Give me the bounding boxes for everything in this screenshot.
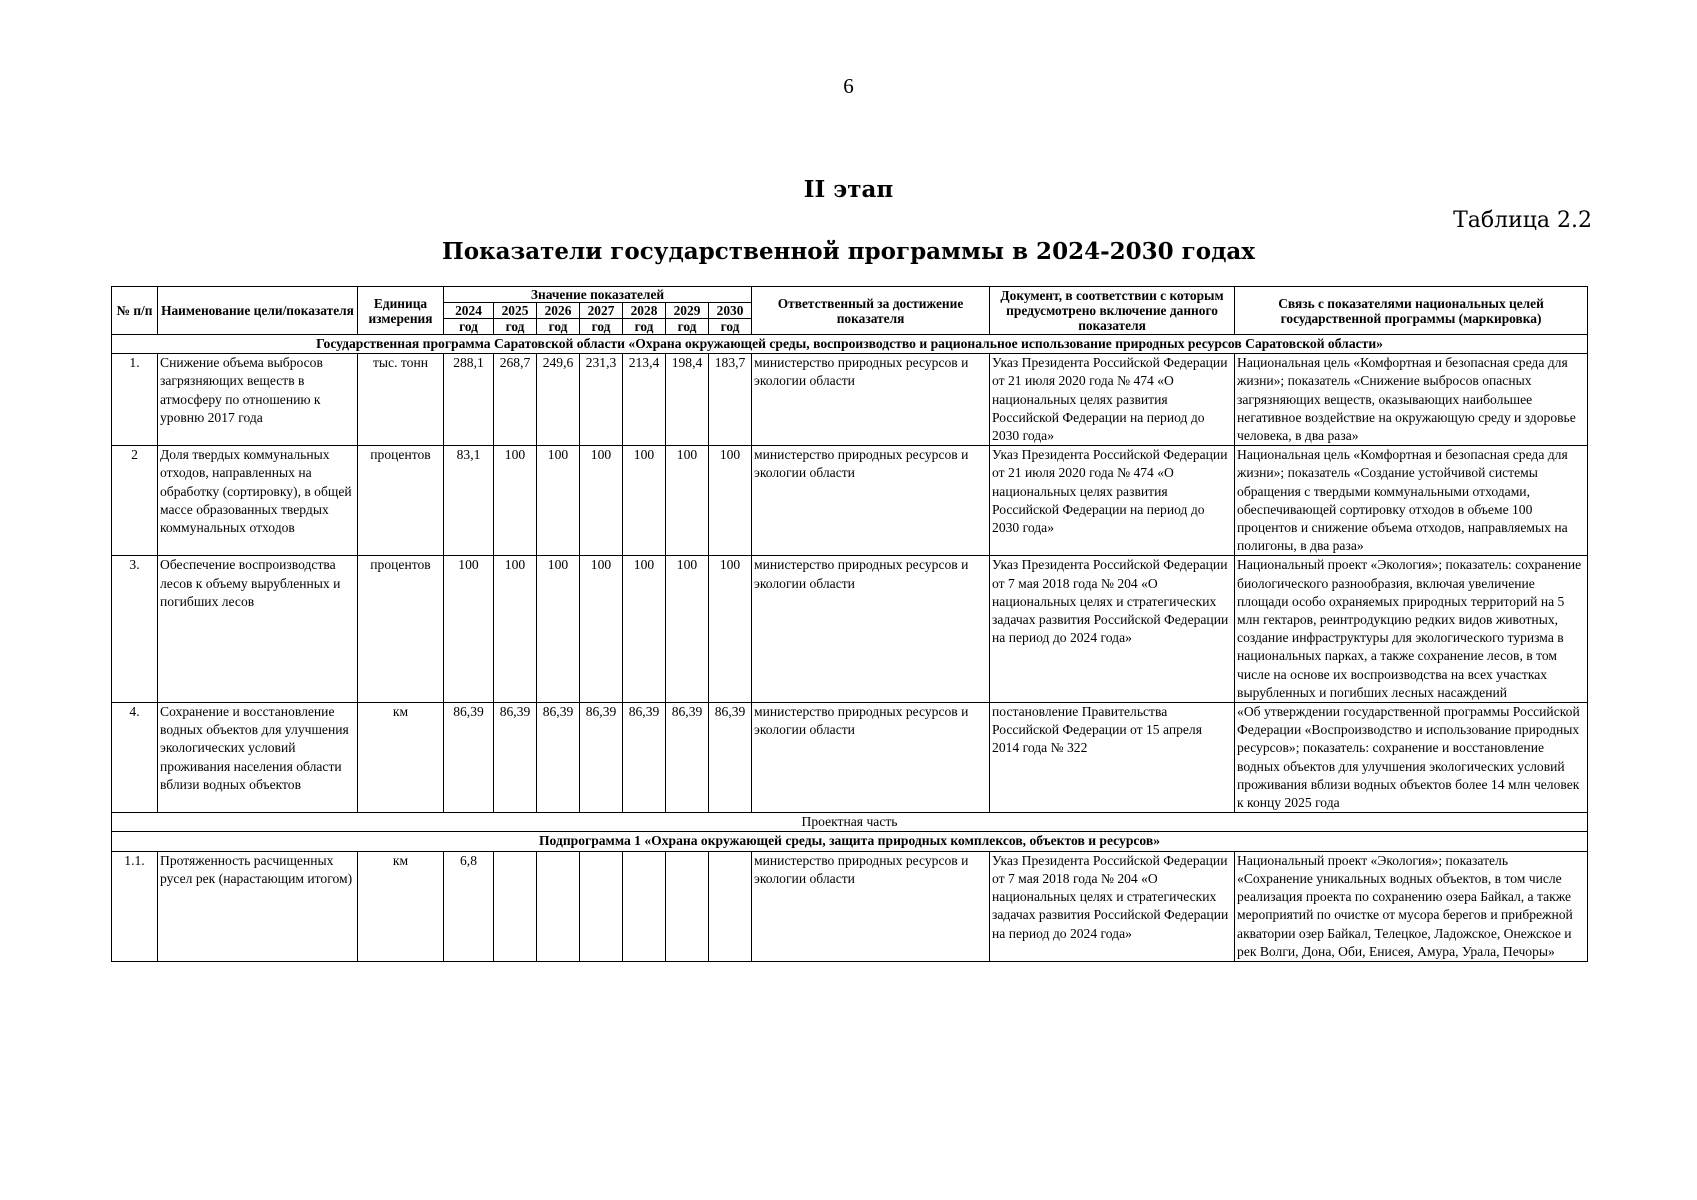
row-value: 249,6: [537, 354, 580, 446]
row-document: Указ Президента Российской Федерации от 7 мая 2018 года № 204 «О национальных целях и стратегических задачах развития Российской Федерации на период до 2024 года»: [990, 556, 1235, 703]
row-value: [709, 851, 752, 961]
project-part-title: Проектная часть: [112, 813, 1588, 832]
row-unit: процентов: [358, 446, 444, 556]
row-unit: км: [358, 703, 444, 813]
row-value: 231,3: [580, 354, 623, 446]
header-num: № п/п: [112, 287, 158, 335]
row-value: 198,4: [666, 354, 709, 446]
row-link: Национальный проект «Экология»; показатель «Сохранение уникальных водных объектов, в том числе реализация проекта по сохранению озера Байкал, а также мероприятий по очистке от мусора берегов и прибрежной акватории озер Байкал, Телецкое, Ладожское, Онежское и рек Волги, Дона, Оби, Енисея, Амура, Урала, Печоры»: [1235, 851, 1588, 961]
row-num: 3.: [112, 556, 158, 703]
row-name: Снижение объема выбросов загрязняющих веществ в атмосферу по отношению к уровню 2017 года: [158, 354, 358, 446]
header-year: 2026 год: [537, 303, 580, 335]
row-responsible: министерство природных ресурсов и экологии области: [752, 446, 990, 556]
row-link: Национальный проект «Экология»; показатель: сохранение биологического разнообразия, включая увеличение площади особо охраняемых природных территорий на 5 млн гектаров, реинтродукцию редких видов животных, создание инфраструктуры для экологического туризма в национальных парках, а также сохранение лесов, в том числе на основе их воспроизводства на всех участках вырубленных и погибших лесных насаждений: [1235, 556, 1588, 703]
header-year: 2028 год: [623, 303, 666, 335]
header-year: 2029 год: [666, 303, 709, 335]
row-link: Национальная цель «Комфортная и безопасная среда для жизни»; показатель «Снижение выбросов опасных загрязняющих веществ, оказывающих наибольшее негативное воздействие на окружающую среду и здоровье человека, в два раза»: [1235, 354, 1588, 446]
row-responsible: министерство природных ресурсов и экологии области: [752, 556, 990, 703]
row-value: 86,39: [537, 703, 580, 813]
row-num: 1.: [112, 354, 158, 446]
page-title: Показатели государственной программы в 2024-2030 годах: [441, 238, 1256, 265]
row-value: 86,39: [666, 703, 709, 813]
row-value: 183,7: [709, 354, 752, 446]
row-name: Доля твердых коммунальных отходов, направленных на обработку (сортировку), в общей массе образованных твердых коммунальных отходов: [158, 446, 358, 556]
row-unit: процентов: [358, 556, 444, 703]
row-value: [537, 851, 580, 961]
header-link: Связь с показателями национальных целей государственной программы (маркировка): [1235, 287, 1588, 335]
stage-title: II этап: [803, 176, 894, 203]
table-row: [112, 703, 1588, 813]
table-row: [112, 446, 1588, 556]
row-document: Указ Президента Российской Федерации от 21 июля 2020 года № 474 «О национальных целях развития Российской Федерации на период до 2030 года»: [990, 354, 1235, 446]
header-row: [112, 287, 1588, 303]
row-name: Сохранение и восстановление водных объектов для улучшения экологических условий проживания населения области вблизи водных объектов: [158, 703, 358, 813]
row-value: [580, 851, 623, 961]
header-responsible: Ответственный за достижение показателя: [752, 287, 990, 335]
header-unit: Единица измерения: [358, 287, 444, 335]
page-number: 6: [843, 74, 854, 98]
row-responsible: министерство природных ресурсов и экологии области: [752, 703, 990, 813]
row-name: Обеспечение воспроизводства лесов к объему вырубленных и погибших лесов: [158, 556, 358, 703]
project-part-row: [112, 813, 1588, 832]
row-value: 100: [494, 446, 537, 556]
header-year: 2025 год: [494, 303, 537, 335]
indicators-table: [111, 286, 1588, 962]
row-value: 83,1: [444, 446, 494, 556]
row-value: 268,7: [494, 354, 537, 446]
row-value: 100: [666, 556, 709, 703]
row-document: Указ Президента Российской Федерации от 21 июля 2020 года № 474 «О национальных целях развития Российской Федерации на период до 2030 года»: [990, 446, 1235, 556]
row-responsible: министерство природных ресурсов и экологии области: [752, 354, 990, 446]
row-value: 100: [494, 556, 537, 703]
section-program-title: Государственная программа Саратовской области «Охрана окружающей среды, воспроизводство и рациональное использование природных ресурсов Саратовской области»: [112, 335, 1588, 354]
row-value: 100: [537, 556, 580, 703]
row-value: 100: [709, 556, 752, 703]
row-value: 86,39: [494, 703, 537, 813]
row-value: 100: [623, 446, 666, 556]
row-value: 288,1: [444, 354, 494, 446]
row-value: 6,8: [444, 851, 494, 961]
row-num: 4.: [112, 703, 158, 813]
row-document: Указ Президента Российской Федерации от 7 мая 2018 года № 204 «О национальных целях и стратегических задачах развития Российской Федерации на период до 2024 года»: [990, 851, 1235, 961]
row-link: «Об утверждении государственной программы Российской Федерации «Воспроизводство и использование природных ресурсов»; показатель: сохранение и восстановление водных объектов для улучшения экологических условий проживания вблизи водных объектов более 14 млн человек к концу 2025 года: [1235, 703, 1588, 813]
row-value: 100: [580, 446, 623, 556]
table-row: [112, 851, 1588, 961]
row-value: 86,39: [623, 703, 666, 813]
row-value: 100: [444, 556, 494, 703]
header-year: 2027 год: [580, 303, 623, 335]
header-year: 2030 год: [709, 303, 752, 335]
row-name: Протяженность расчищенных русел рек (нарастающим итогом): [158, 851, 358, 961]
header-year: 2024 год: [444, 303, 494, 335]
row-value: [666, 851, 709, 961]
header-document: Документ, в соответствии с которым предусмотрено включение данного показателя: [990, 287, 1235, 335]
row-link: Национальная цель «Комфортная и безопасная среда для жизни»; показатель «Создание устойчивой системы обращения с твердыми коммунальными отходами, обеспечивающей сортировку отходов в объеме 100 процентов и снижение объема отходов, направляемых на полигоны, в два раза»: [1235, 446, 1588, 556]
row-value: 86,39: [580, 703, 623, 813]
row-value: 86,39: [709, 703, 752, 813]
row-num: 2: [112, 446, 158, 556]
table-row: [112, 354, 1588, 446]
section-row-program: [112, 335, 1588, 354]
row-value: 100: [666, 446, 709, 556]
header-name: Наименование цели/показателя: [158, 287, 358, 335]
row-value: 100: [537, 446, 580, 556]
row-unit: км: [358, 851, 444, 961]
section-row-subprogram: [112, 832, 1588, 851]
row-responsible: министерство природных ресурсов и экологии области: [752, 851, 990, 961]
row-value: [494, 851, 537, 961]
row-value: 100: [709, 446, 752, 556]
row-value: 213,4: [623, 354, 666, 446]
row-num: 1.1.: [112, 851, 158, 961]
table-label: Таблица 2.2: [1453, 208, 1592, 233]
row-value: [623, 851, 666, 961]
row-value: 86,39: [444, 703, 494, 813]
row-document: постановление Правительства Российской Федерации от 15 апреля 2014 года № 322: [990, 703, 1235, 813]
row-unit: тыс. тонн: [358, 354, 444, 446]
table-row: [112, 556, 1588, 703]
row-value: 100: [623, 556, 666, 703]
header-values-group: Значение показателей: [444, 287, 752, 303]
row-value: 100: [580, 556, 623, 703]
section-subprogram-title: Подпрограмма 1 «Охрана окружающей среды, защита природных комплексов, объектов и ресурсов»: [112, 832, 1588, 851]
